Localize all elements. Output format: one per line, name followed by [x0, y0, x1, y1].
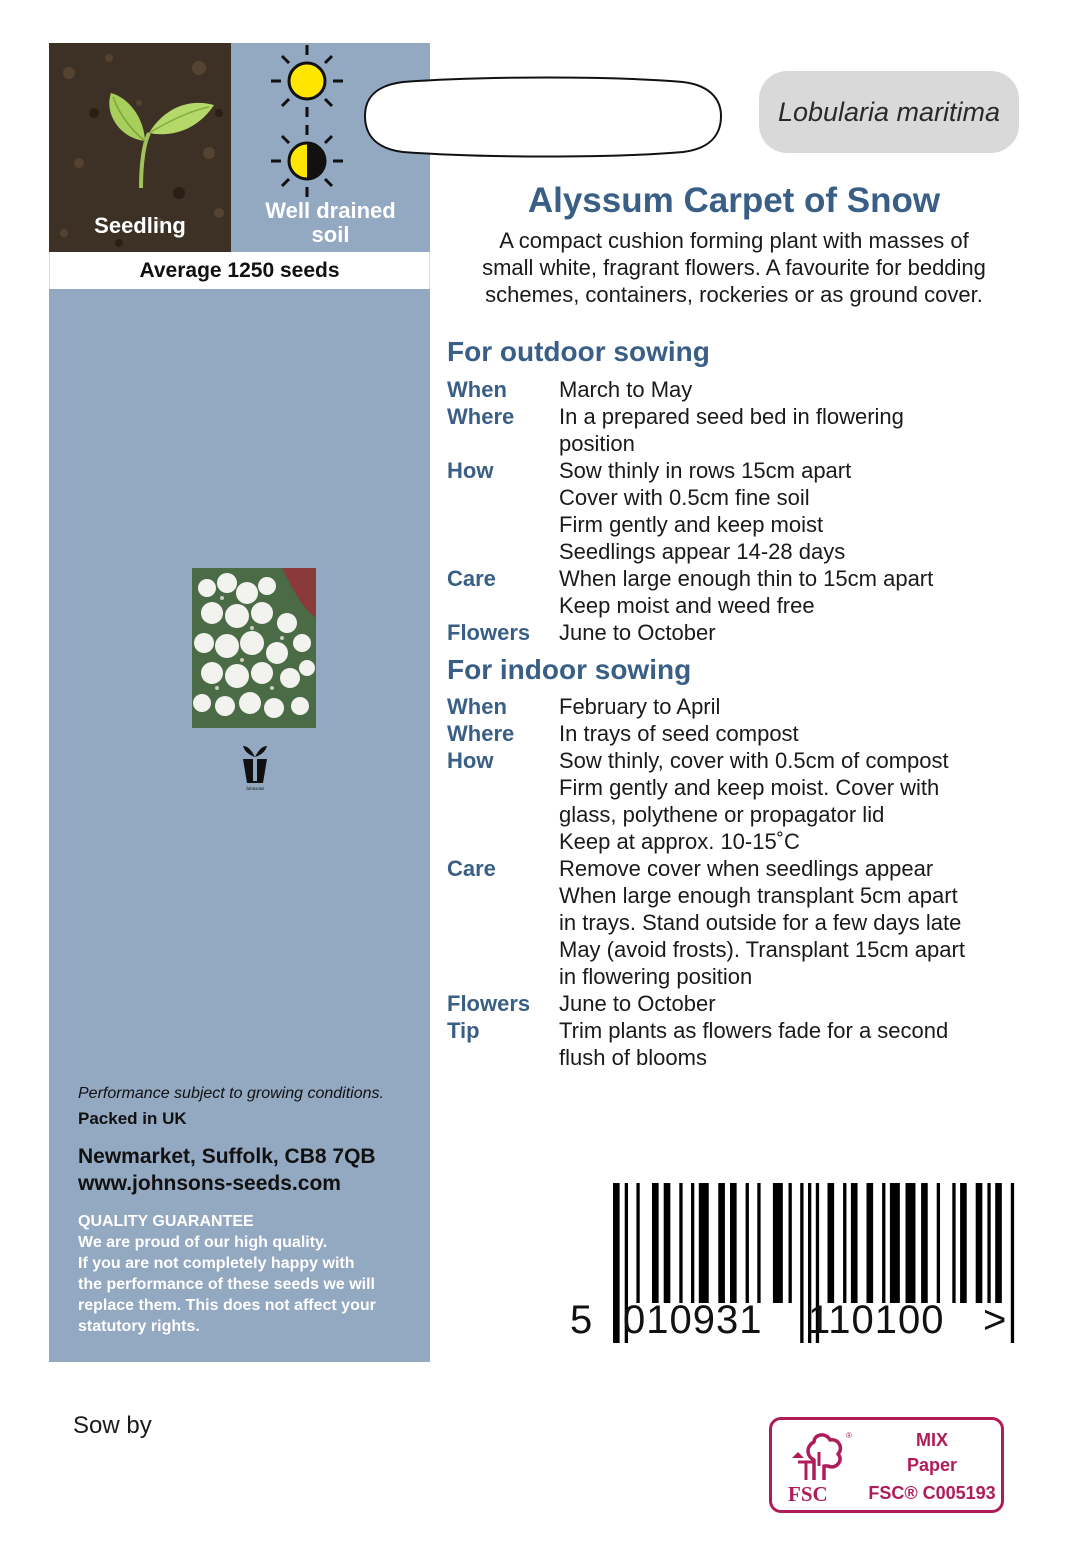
fsc-paper: Paper	[906, 1455, 958, 1475]
quality-guarantee: QUALITY GUARANTEE We are proud of our high quality. If you are not completely happy with the performance of these seeds we will replace them. This does not affect your statutory rights.	[78, 1213, 376, 1335]
indoor-row-care	[447, 855, 1027, 990]
latin-name: Lobularia maritima	[759, 71, 1019, 153]
barcode-right-digits: 110100	[808, 1298, 945, 1342]
indoor-value-line: May (avoid frosts). Transplant 15cm apart	[559, 937, 965, 962]
outdoor-value	[559, 403, 1027, 457]
indoor-row-where	[447, 720, 1027, 747]
outdoor-row-where	[447, 403, 1027, 457]
fsc-tree-icon	[784, 1428, 854, 1484]
indoor-row-how	[447, 747, 1027, 855]
indoor-value-line: When large enough transplant 5cm apart	[559, 883, 958, 908]
indoor-value-line: Remove cover when seedlings appear	[559, 856, 934, 881]
outdoor-value	[559, 376, 1027, 403]
indoor-value-line: Firm gently and keep moist. Cover with	[559, 775, 940, 800]
indoor-value-line: Trim plants as flowers fade for a second	[559, 1018, 949, 1043]
indoor-value-line: Keep at approx. 10-15˚C	[559, 829, 800, 854]
seedling-photo	[49, 43, 231, 252]
product-title: Alyssum Carpet of Snow	[527, 181, 941, 220]
outdoor-heading: For outdoor sowing	[447, 336, 710, 367]
barcode-bar	[613, 1183, 620, 1343]
indoor-value-line: glass, polythene or propagator lid	[559, 802, 885, 827]
barcode-bar	[995, 1183, 1002, 1303]
outdoor-value-line: position	[559, 431, 635, 456]
barcode-bar	[882, 1183, 885, 1303]
barcode-bar	[960, 1183, 967, 1303]
svg-text:Johnsons: Johnsons	[245, 787, 265, 791]
indoor-value	[559, 1017, 1027, 1071]
outdoor-label: Flowers	[447, 620, 531, 645]
outdoor-row-how	[447, 457, 1027, 565]
outdoor-label: When	[447, 377, 507, 402]
barcode-bar	[773, 1183, 783, 1303]
product-description: A compact cushion forming plant with masses of small white, fragrant flowers. A favourite for bedding schemes, containers, rockeries or as ground cover.	[482, 228, 986, 307]
indoor-value	[559, 855, 1027, 990]
barcode-bar	[843, 1183, 846, 1303]
barcode-bar	[730, 1183, 737, 1303]
flower-photo	[192, 568, 316, 728]
outdoor-value-line: June to October	[559, 620, 716, 645]
outdoor-value	[559, 619, 1027, 646]
indoor-value-line: June to October	[559, 991, 716, 1016]
indoor-value	[559, 990, 1027, 1017]
indoor-value-line: in trays. Stand outside for a few days late	[559, 910, 962, 935]
hang-tab-cutout	[363, 74, 723, 158]
outdoor-value	[559, 457, 1027, 565]
outdoor-value-line: When large enough thin to 15cm apart	[559, 566, 934, 591]
left-panel	[49, 43, 430, 1362]
fsc-logo	[769, 1417, 1004, 1513]
outdoor-value-line: Seedlings appear 14-28 days	[559, 539, 846, 564]
indoor-value-line: In trays of seed compost	[559, 721, 799, 746]
outdoor-value-line: Sow thinly in rows 15cm apart	[559, 458, 852, 483]
indoor-value-line: in flowering position	[559, 964, 753, 989]
barcode-bar	[652, 1183, 659, 1303]
fsc-wordmark: FSC	[788, 1482, 828, 1506]
johnsons-logo	[239, 743, 271, 791]
performance-note: Performance subject to growing conditions.	[78, 1085, 384, 1102]
outdoor-instructions	[447, 376, 1027, 646]
barcode-bar	[851, 1183, 858, 1303]
barcode-bar	[664, 1183, 671, 1303]
fsc-mix: MIX	[915, 1430, 948, 1450]
barcode-bar	[867, 1183, 874, 1303]
outdoor-label: Care	[447, 566, 496, 591]
barcode-bar	[952, 1183, 955, 1303]
sow-by-label: Sow by	[73, 1412, 152, 1439]
indoor-label: Tip	[447, 1018, 480, 1043]
indoor-label: How	[447, 748, 494, 773]
barcode-bar	[1011, 1183, 1014, 1343]
outdoor-label: Where	[447, 404, 515, 429]
indoor-value-line: Sow thinly, cover with 0.5cm of compost	[559, 748, 949, 773]
outdoor-row-when	[447, 376, 1027, 403]
barcode-bar	[746, 1183, 749, 1303]
barcode-bar	[921, 1183, 928, 1303]
outdoor-value-line: Firm gently and keep moist	[559, 512, 824, 537]
barcode-left-digits: 010931	[623, 1298, 763, 1342]
barcode-bar	[906, 1183, 916, 1303]
indoor-value	[559, 720, 1027, 747]
seed-count: Average 1250 seeds	[49, 252, 430, 289]
barcode-bar	[828, 1183, 835, 1303]
outdoor-value-line: Keep moist and weed free	[559, 593, 815, 618]
outdoor-value-line: In a prepared seed bed in flowering	[559, 404, 904, 429]
address-block	[78, 1143, 423, 1197]
indoor-label: Where	[447, 721, 515, 746]
indoor-value	[559, 747, 1027, 855]
indoor-label: When	[447, 694, 507, 719]
company-info	[78, 1085, 423, 1337]
barcode-arrow: >	[983, 1298, 1007, 1342]
seedling-label: Seedling	[94, 213, 186, 238]
indoor-row-flowers	[447, 990, 1027, 1017]
outdoor-value-line: Cover with 0.5cm fine soil	[559, 485, 810, 510]
barcode-bar	[800, 1183, 803, 1343]
barcode-bar	[718, 1183, 725, 1303]
outdoor-label: How	[447, 458, 494, 483]
indoor-value-line: February to April	[559, 694, 721, 719]
fsc-code: FSC® C005193	[868, 1483, 996, 1503]
outdoor-value	[559, 565, 1027, 619]
indoor-heading: For indoor sowing	[447, 654, 692, 685]
barcode-bar	[691, 1183, 694, 1303]
barcode-bar	[699, 1183, 709, 1303]
indoor-row-when	[447, 693, 1027, 720]
packed-in: Packed in UK	[78, 1109, 187, 1128]
soil-label: Well drained soil	[265, 198, 396, 247]
indoor-label: Flowers	[447, 991, 531, 1016]
address: Newmarket, Suffolk, CB8 7QB	[78, 1145, 376, 1168]
website-link: www.johnsons-seeds.com	[78, 1172, 341, 1195]
indoor-label: Care	[447, 856, 496, 881]
barcode-bar	[987, 1183, 990, 1303]
barcode-bar	[976, 1183, 983, 1303]
indoor-value	[559, 693, 1027, 720]
outdoor-value-line: March to May	[559, 377, 693, 402]
indoor-row-tip	[447, 1017, 1027, 1071]
barcode-bar	[636, 1183, 639, 1303]
outdoor-row-flowers	[447, 619, 1027, 646]
barcode-first-digit: 5	[570, 1298, 593, 1342]
svg-text:®: ®	[846, 1431, 852, 1440]
indoor-instructions	[447, 693, 1027, 1071]
barcode-bar	[937, 1183, 940, 1303]
outdoor-row-care	[447, 565, 1027, 619]
barcode-bar	[679, 1183, 682, 1303]
barcode-bar	[890, 1183, 900, 1303]
indoor-value-line: flush of blooms	[559, 1045, 707, 1070]
barcode-bar	[789, 1183, 792, 1303]
barcode-bar	[757, 1183, 760, 1303]
